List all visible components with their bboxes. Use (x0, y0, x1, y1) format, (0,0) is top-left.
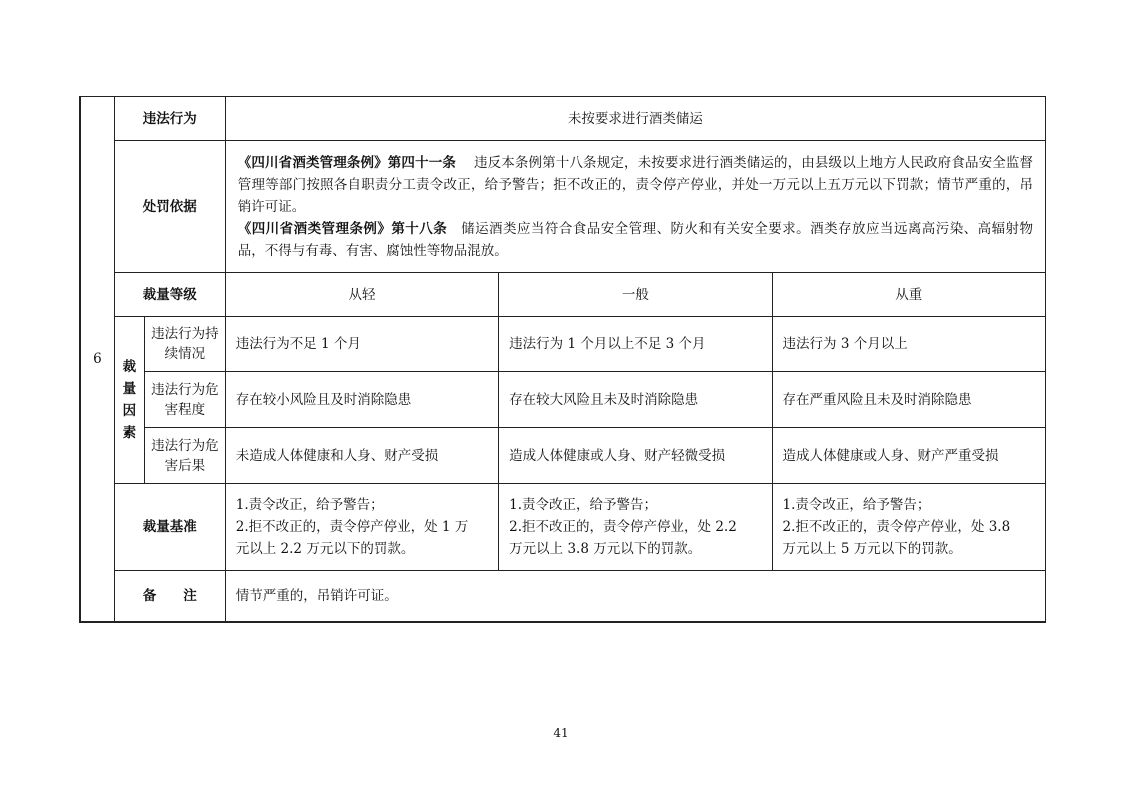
standard-line: 万元以上 3.8 万元以下的罚款。 (509, 541, 702, 557)
standard-line: 1.责令改正，给予警告； (782, 497, 931, 513)
standard-line: 万元以上 5 万元以下的罚款。 (782, 541, 962, 557)
level-header-row (80, 273, 1046, 317)
law-text: 违反本条例第十八条规定，未按要求进行酒类储运的，由县级以上地方人民政府食品安全监督管理等部门按照各自职责分工责令改正，给予警告；拒不改正的，责令停产停业，并处一万元以上五万元以下罚款；情节严重的，吊销许可证。 (237, 154, 1034, 215)
factor-name: 违法行为危害程度 (145, 372, 226, 428)
factor-normal: 违法行为 1 个月以上不足 3 个月 (499, 317, 772, 372)
level-label: 裁量等级 (114, 273, 225, 317)
violation-row (80, 97, 1046, 141)
law-text: 储运酒类应当符合食品安全管理、防火和有关安全要求。酒类存放应当远离高污染、高辐射物品，不得与有毒、有害、腐蚀性等物品混放。 (237, 220, 1034, 259)
factor-row (80, 428, 1046, 484)
factor-light: 存在较小风险且及时消除隐患 (225, 372, 498, 428)
factor-normal: 造成人体健康或人身、财产轻微受损 (499, 428, 772, 484)
standard-line: 1.责令改正，给予警告； (509, 497, 658, 513)
violation-value: 未按要求进行酒类储运 (225, 97, 1045, 141)
remarks-row (80, 571, 1046, 622)
level-normal: 一般 (499, 273, 772, 317)
standard-line: 1.责令改正，给予警告； (235, 497, 384, 513)
level-heavy: 从重 (772, 273, 1045, 317)
penalty-basis-content (225, 141, 1045, 273)
law-citation: 《四川省酒类管理条例》第十八条 (237, 220, 448, 237)
standard-line: 2.拒不改正的，责令停产停业，处 3.8 (782, 519, 1011, 535)
standard-normal (499, 484, 772, 571)
factor-heavy: 造成人体健康或人身、财产严重受损 (772, 428, 1045, 484)
level-light: 从轻 (225, 273, 498, 317)
penalty-basis-label: 处罚依据 (114, 141, 225, 273)
standard-line: 元以上 2.2 万元以下的罚款。 (235, 541, 415, 557)
standard-light (225, 484, 498, 571)
standard-line: 2.拒不改正的，责令停产停业，处 1 万 (235, 519, 469, 535)
factors-label-text: 裁 量 因 素 (122, 359, 137, 441)
factors-label (114, 317, 144, 484)
violation-label: 违法行为 (114, 97, 225, 141)
standard-label: 裁量基准 (114, 484, 225, 571)
factor-normal: 存在较大风险且未及时消除隐患 (499, 372, 772, 428)
factor-row (80, 372, 1046, 428)
remarks-value: 情节严重的，吊销许可证。 (225, 571, 1045, 622)
factor-name: 违法行为危害后果 (145, 428, 226, 484)
factor-heavy: 存在严重风险且未及时消除隐患 (772, 372, 1045, 428)
factor-light: 违法行为不足 1 个月 (225, 317, 498, 372)
penalty-basis-row (80, 141, 1046, 273)
standard-line: 2.拒不改正的，责令停产停业，处 2.2 (509, 519, 737, 535)
standard-row (80, 484, 1046, 571)
standard-heavy (772, 484, 1045, 571)
row-number: 6 (80, 97, 114, 622)
page-number: 41 (553, 726, 569, 740)
discretion-table (79, 96, 1046, 623)
remarks-label: 备 注 (114, 571, 225, 622)
factor-heavy: 违法行为 3 个月以上 (772, 317, 1045, 372)
factor-light: 未造成人体健康和人身、财产受损 (225, 428, 498, 484)
factor-row (80, 317, 1046, 372)
factor-name: 违法行为持续情况 (145, 317, 226, 372)
law-citation: 《四川省酒类管理条例》第四十一条 (237, 154, 456, 171)
